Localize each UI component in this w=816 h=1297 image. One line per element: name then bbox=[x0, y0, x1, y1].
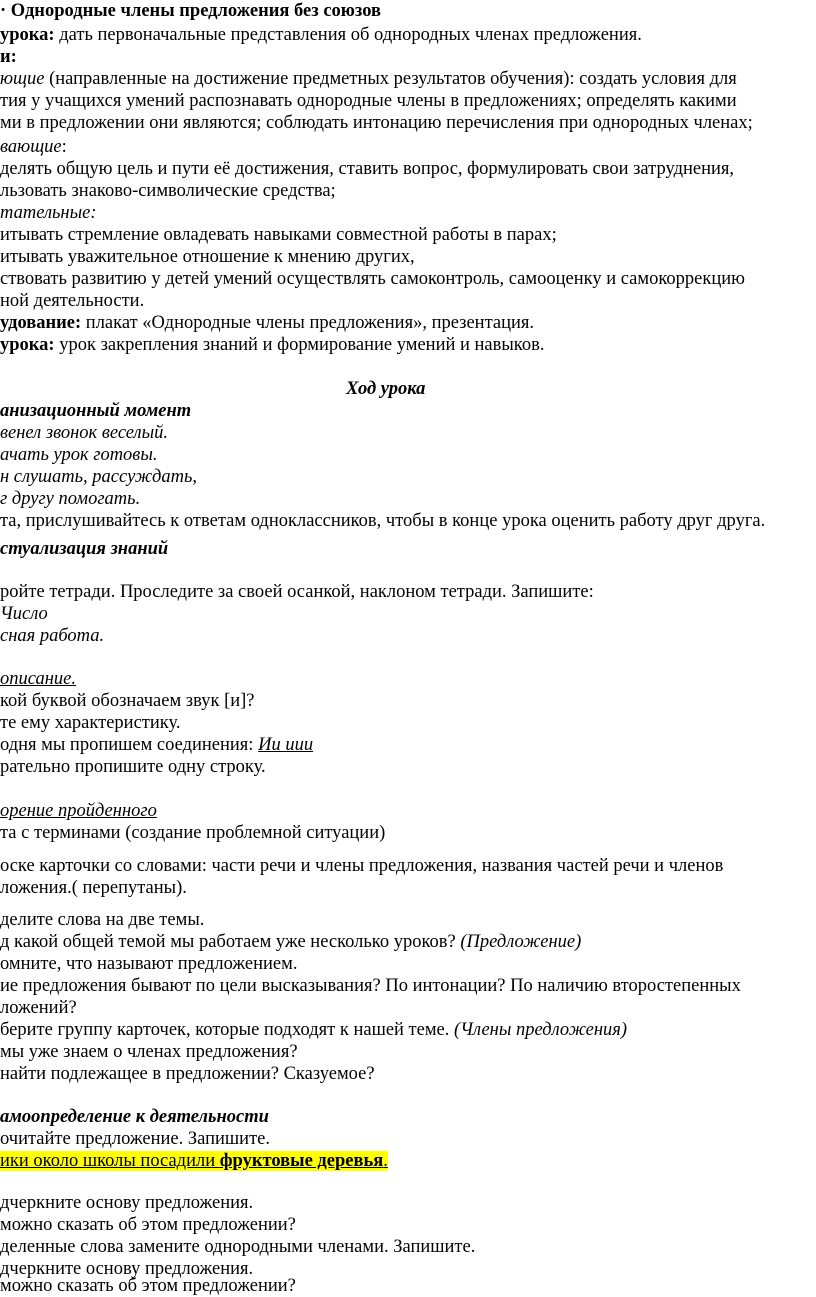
paragraph-text: найти подлежащее в предложении? Сказуемое? bbox=[0, 1064, 375, 1084]
paragraph-text: ие предложения бывают по цели высказывания? По интонации? По наличию второстепенных bbox=[0, 976, 741, 996]
poem-text: н слушать, рассуждать, bbox=[0, 467, 198, 487]
paragraph-text: ложений? bbox=[0, 998, 77, 1018]
section-title: стуализация знаний bbox=[0, 539, 169, 559]
task-type-label: тательные: bbox=[0, 203, 97, 223]
paragraph-line bbox=[0, 997, 77, 1019]
answer-text: (Предложение) bbox=[460, 932, 582, 952]
task-text: итывать стремление овладевать навыками совместной работы в парах; bbox=[0, 225, 557, 245]
subsection-title: орение пройденного bbox=[0, 801, 157, 821]
paragraph-line bbox=[0, 510, 765, 532]
paragraph-text: можно сказать об этом предложении? bbox=[0, 1215, 296, 1235]
lesson-type-text: урок закрепления знаний и формирование умений и навыков. bbox=[54, 335, 545, 355]
highlighted-words: фруктовые деревья bbox=[219, 1151, 384, 1171]
paragraph-line bbox=[0, 1236, 475, 1258]
paragraph-text: та, прислушивайтесь к ответам одноклассников, чтобы в конце урока оценить работу друг друга. bbox=[0, 511, 766, 531]
paragraph-line bbox=[0, 909, 204, 931]
paragraph-line bbox=[0, 1063, 375, 1085]
paragraph-line bbox=[0, 690, 255, 712]
paragraph-text: сная работа. bbox=[0, 626, 105, 646]
poem-text: венел звонок веселый. bbox=[0, 423, 169, 443]
task-text: (направленные на достижение предметных результатов обучения): создать условия для bbox=[44, 69, 737, 89]
subsection-title: описание. bbox=[0, 669, 76, 689]
poem-line bbox=[0, 466, 197, 488]
poem-line bbox=[0, 444, 158, 466]
task-line bbox=[0, 136, 67, 158]
task-line bbox=[0, 158, 734, 180]
paragraph-line bbox=[0, 975, 741, 997]
paragraph-text: можно сказать об этом предложении? bbox=[0, 1276, 296, 1296]
example-period: . bbox=[383, 1151, 388, 1171]
equipment-text: плакат «Однородные члены предложения», презентация. bbox=[81, 313, 535, 333]
section-heading bbox=[0, 400, 191, 422]
lesson-type-line bbox=[0, 334, 544, 356]
task-type-label: вающие bbox=[0, 137, 62, 157]
lesson-type-label: урока: bbox=[0, 335, 55, 355]
task-text: делять общую цель и пути её достижения, ставить вопрос, формулировать свои затруднения, bbox=[0, 159, 735, 179]
paragraph-line bbox=[0, 712, 181, 734]
goal-line bbox=[0, 24, 642, 46]
equipment-line bbox=[0, 312, 534, 334]
subsection-heading bbox=[0, 668, 76, 690]
task-text: льзовать знаково-символические средства; bbox=[0, 181, 336, 201]
paragraph-text: ложения.( перепутаны). bbox=[0, 878, 187, 898]
paragraph-line bbox=[0, 1041, 298, 1063]
example-text: ики около школы посадили bbox=[0, 1151, 220, 1171]
tasks-label: и: bbox=[0, 47, 17, 67]
paragraph-text: омните, что называют предложением. bbox=[0, 954, 298, 974]
paragraph-line bbox=[0, 822, 385, 844]
paragraph-text: та с терминами (создание проблемной ситуации) bbox=[0, 823, 386, 843]
paragraph-text: очитайте предложение. Запишите. bbox=[0, 1129, 270, 1149]
task-line bbox=[0, 224, 557, 246]
lesson-flow-title: Ход урока bbox=[346, 379, 426, 399]
paragraph-line bbox=[0, 877, 187, 899]
paragraph-line bbox=[0, 1275, 296, 1297]
task-line bbox=[0, 112, 753, 134]
task-text: ной деятельности. bbox=[0, 291, 145, 311]
paragraph-line bbox=[0, 1019, 627, 1041]
paragraph-text: дчеркните основу предложения. bbox=[0, 1193, 254, 1213]
paragraph-line bbox=[0, 1214, 296, 1236]
paragraph-text: те ему характеристику. bbox=[0, 713, 181, 733]
paragraph-line bbox=[0, 625, 104, 647]
section-title: амоопределение к деятельности bbox=[0, 1107, 269, 1127]
goal-text: дать первоначальные представления об однородных членах предложения. bbox=[54, 25, 642, 45]
task-text: итывать уважительное отношение к мнению других, bbox=[0, 247, 415, 267]
paragraph-text: д какой общей темой мы работаем уже несколько уроков? bbox=[0, 932, 461, 952]
paragraph-text: берите группу карточек, которые подходят к нашей теме. bbox=[0, 1020, 455, 1040]
task-line bbox=[0, 90, 737, 112]
poem-line bbox=[0, 422, 168, 444]
task-line bbox=[0, 268, 745, 290]
task-type-label: ющие bbox=[0, 69, 45, 89]
paragraph-text: ройте тетради. Проследите за своей осанкой, наклоном тетради. Запишите: bbox=[0, 582, 594, 602]
section-title: анизационный момент bbox=[0, 401, 192, 421]
paragraph-line bbox=[0, 953, 297, 975]
goal-label: урока: bbox=[0, 25, 55, 45]
paragraph-line bbox=[0, 734, 313, 756]
paragraph-text: оске карточки со словами: части речи и члены предложения, названия частей речи и членов bbox=[0, 856, 724, 876]
lesson-flow-heading bbox=[346, 378, 425, 400]
paragraph-text: одня мы пропишем соединения: bbox=[0, 735, 259, 755]
task-text: ствовать развитию у детей умений осуществлять самоконтроль, самооценку и самокоррекцию bbox=[0, 269, 745, 289]
paragraph-text: делите слова на две темы. bbox=[0, 910, 205, 930]
paragraph-text: рательно пропишите одну строку. bbox=[0, 757, 266, 777]
paragraph-line bbox=[0, 1128, 270, 1150]
topic-line bbox=[0, 0, 381, 22]
task-line bbox=[0, 180, 336, 202]
equipment-label: удование: bbox=[0, 313, 82, 333]
paragraph-text: Число bbox=[0, 604, 48, 624]
paragraph-text: кой буквой обозначаем звук [и]? bbox=[0, 691, 255, 711]
paragraph-line bbox=[0, 756, 266, 778]
section-heading bbox=[0, 538, 168, 560]
topic-text: · Однородные члены предложения без союзов bbox=[0, 1, 382, 21]
task-line bbox=[0, 246, 415, 268]
paragraph-text: дчеркните основу предложения. bbox=[0, 1259, 254, 1279]
paragraph-text: мы уже знаем о членах предложения? bbox=[0, 1042, 298, 1062]
task-line bbox=[0, 68, 737, 90]
paragraph-text: деленные слова замените однородными членами. Запишите. bbox=[0, 1237, 476, 1257]
paragraph-line bbox=[0, 855, 723, 877]
paragraph-line bbox=[0, 931, 581, 953]
task-line bbox=[0, 290, 144, 312]
poem-text: г другу помогать. bbox=[0, 489, 141, 509]
example-sentence bbox=[0, 1150, 388, 1172]
poem-line bbox=[0, 488, 140, 510]
answer-text: (Члены предложения) bbox=[454, 1020, 628, 1040]
tasks-heading bbox=[0, 46, 17, 68]
letter-connections: Ии иии bbox=[258, 735, 314, 755]
section-heading bbox=[0, 1106, 269, 1128]
task-text: : bbox=[61, 137, 67, 157]
poem-text: ачать урок готовы. bbox=[0, 445, 158, 465]
task-text: ми в предложении они являются; соблюдать интонацию перечисления при однородных членах; bbox=[0, 113, 753, 133]
paragraph-line bbox=[0, 1192, 253, 1214]
task-text: тия у учащихся умений распознавать однородные члены в предложениях; определять какими bbox=[0, 91, 737, 111]
paragraph-line bbox=[0, 603, 48, 625]
task-type-line bbox=[0, 202, 97, 224]
subsection-heading bbox=[0, 800, 157, 822]
paragraph-line bbox=[0, 581, 594, 603]
